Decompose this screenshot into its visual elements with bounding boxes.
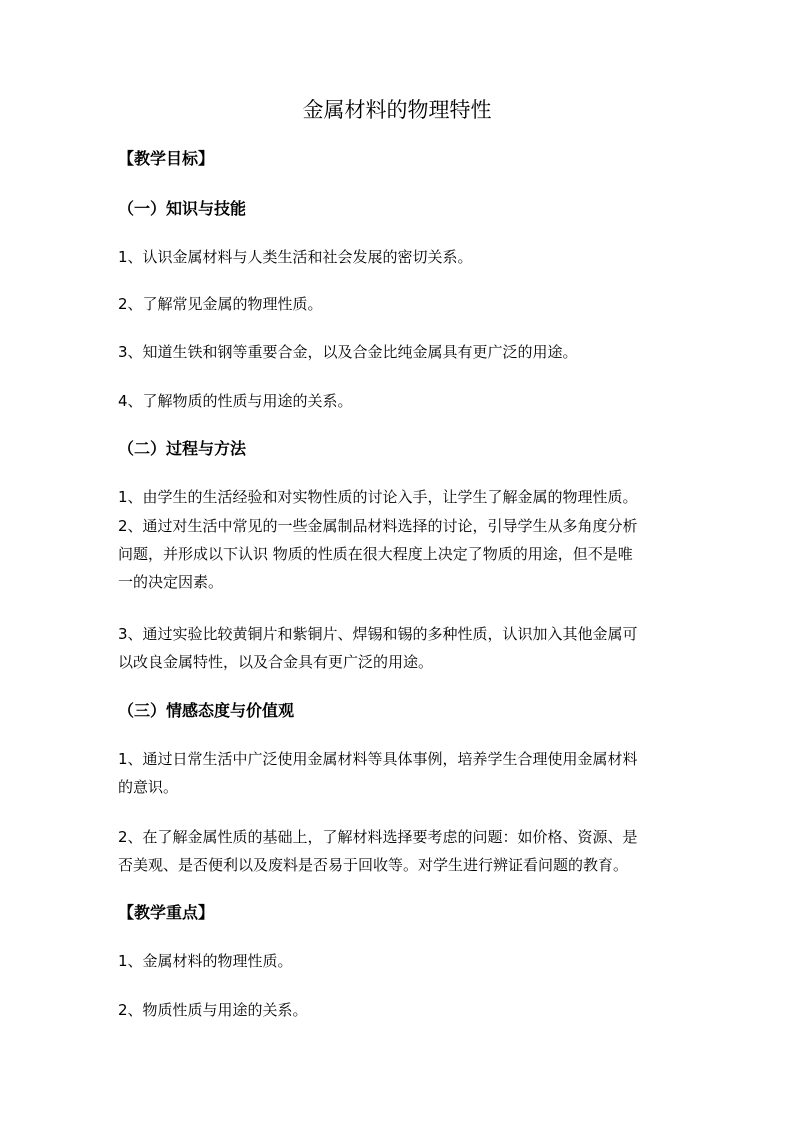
knowledge-item-4: 4、了解物质的性质与用途的关系。	[118, 392, 353, 410]
process-item-3	[118, 620, 684, 676]
process-item-1: 1、由学生的生活经验和对实物性质的讨论入手，让学生了解金属的物理性质。	[118, 488, 638, 506]
emotion-item-1-line: 1、通过日常生活中广泛使用金属材料等具体事例，培养学生合理使用金属材料	[118, 750, 638, 768]
knowledge-item-2: 2、了解常见金属的物理性质。	[118, 295, 323, 313]
emotion-item-1-line: 的意识。	[118, 778, 179, 796]
document-title: 金属材料的物理特性	[302, 98, 492, 122]
emotion-item-1	[118, 745, 684, 801]
emotion-item-2	[118, 823, 684, 879]
section-heading-process: （二）过程与方法	[118, 439, 247, 458]
section-heading-objectives: 【教学目标】	[118, 149, 215, 168]
process-item-3-line: 以改良金属特性，以及合金具有更广泛的用途。	[118, 653, 434, 671]
emotion-item-2-line: 否美观、是否便利以及废料是否易于回收等。对学生进行辨证看问题的教育。	[118, 856, 629, 874]
section-heading-emotion: （三）情感态度与价值观	[118, 701, 295, 720]
key-point-item-2: 2、物质性质与用途的关系。	[118, 1001, 308, 1019]
process-item-2	[118, 512, 684, 596]
section-heading-key-points: 【教学重点】	[118, 903, 215, 922]
knowledge-item-1: 1、认识金属材料与人类生活和社会发展的密切关系。	[118, 248, 473, 266]
section-heading-knowledge: （一）知识与技能	[118, 199, 247, 218]
emotion-item-2-line: 2、在了解金属性质的基础上，了解材料选择要考虑的问题：如价格、资源、是	[118, 828, 638, 846]
process-item-2-line: 问题，并形成以下认识 物质的性质在很大程度上决定了物质的用途，但不是唯	[118, 545, 633, 563]
process-item-2-line: 2、通过对生活中常见的一些金属制品材料选择的讨论，引导学生从多角度分析	[118, 517, 638, 535]
process-item-2-line: 一的决定因素。	[118, 573, 224, 591]
knowledge-item-3: 3、知道生铁和钢等重要合金，以及合金比纯金属具有更广泛的用途。	[118, 343, 578, 361]
process-item-3-line: 3、通过实验比较黄铜片和紫铜片、焊锡和锡的多种性质，认识加入其他金属可	[118, 625, 638, 643]
key-point-item-1: 1、金属材料的物理性质。	[118, 952, 293, 970]
